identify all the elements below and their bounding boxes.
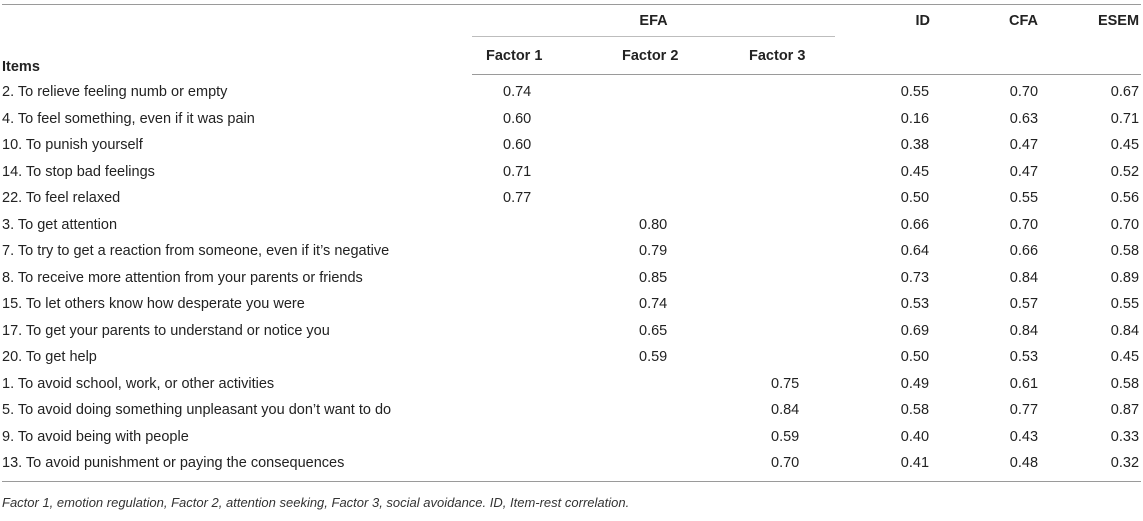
id-cell: 0.49: [900, 375, 930, 392]
factor1-cell: [472, 238, 602, 265]
cfa-cell: 0.84: [1009, 269, 1039, 286]
esem-cell: 0.45: [1110, 349, 1140, 366]
id-cell: 0.53: [900, 296, 930, 313]
item-cell: 14. To stop bad feelings: [2, 163, 155, 180]
factor1-cell: [472, 265, 602, 292]
factor3-cell: [737, 185, 835, 212]
esem-column-header: ESEM: [1046, 5, 1141, 37]
item-cell: 8. To receive more attention from your parents or friends: [2, 269, 363, 286]
factor3-cell: [737, 291, 835, 318]
factor3-cell: [737, 344, 835, 371]
table-row: [2, 265, 1141, 292]
cfa-cell: 0.57: [1009, 296, 1039, 313]
items-column-header: Items: [2, 5, 472, 75]
id-cell: 0.58: [900, 402, 930, 419]
factor1-cell: [472, 424, 602, 451]
factor2-cell: [602, 106, 737, 133]
factor1-column-header: Factor 1: [472, 37, 602, 75]
factor1-cell: 0.71: [503, 163, 532, 180]
factor3-cell: 0.75: [771, 375, 800, 392]
esem-header-spacer: [1046, 37, 1141, 75]
cfa-cell: 0.84: [1009, 322, 1039, 339]
table-row: [2, 344, 1141, 371]
cfa-cell: 0.77: [1009, 402, 1039, 419]
cfa-cell: 0.66: [1009, 243, 1039, 260]
table-row: [2, 185, 1141, 212]
table-row: [2, 159, 1141, 186]
table-row: [2, 106, 1141, 133]
table-row: [2, 371, 1141, 398]
factor-loadings-table-container: [0, 4, 1143, 482]
cfa-cell: 0.55: [1009, 190, 1039, 207]
factor2-cell: 0.85: [639, 269, 668, 286]
factor1-cell: [472, 318, 602, 345]
factor3-cell: [737, 106, 835, 133]
factor2-cell: [602, 371, 737, 398]
factor1-cell: 0.74: [503, 84, 532, 101]
cfa-cell: 0.43: [1009, 428, 1039, 445]
id-cell: 0.38: [900, 137, 930, 154]
id-cell: 0.66: [900, 216, 930, 233]
factor2-cell: [602, 450, 737, 481]
cfa-cell: 0.70: [1009, 84, 1039, 101]
esem-cell: 0.45: [1110, 137, 1140, 154]
id-cell: 0.69: [900, 322, 930, 339]
id-cell: 0.40: [900, 428, 930, 445]
item-cell: 7. To try to get a reaction from someone, even if it’s negative: [2, 243, 390, 260]
factor3-cell: [737, 238, 835, 265]
esem-cell: 0.71: [1110, 110, 1140, 127]
item-cell: 2. To relieve feeling numb or empty: [2, 84, 228, 100]
item-cell: 22. To feel relaxed: [2, 190, 121, 207]
item-cell: 13. To avoid punishment or paying the consequences: [2, 450, 472, 481]
id-cell: 0.50: [900, 190, 930, 207]
factor-loadings-table: [2, 4, 1141, 482]
table-row: [2, 238, 1141, 265]
factor1-cell: [472, 344, 602, 371]
factor2-cell: [602, 159, 737, 186]
esem-cell: 0.87: [1110, 402, 1140, 419]
esem-cell: 0.55: [1110, 296, 1140, 313]
factor3-cell: 0.84: [771, 402, 800, 419]
cfa-cell: 0.63: [1009, 110, 1039, 127]
factor1-cell: [472, 397, 602, 424]
cfa-column-header: CFA: [942, 5, 1046, 37]
factor1-cell: 0.60: [503, 110, 532, 127]
esem-cell: 0.52: [1110, 163, 1140, 180]
id-cell: 0.45: [900, 163, 930, 180]
id-column-header: ID: [835, 5, 942, 37]
table-header: [2, 5, 1141, 75]
factor1-cell: [472, 291, 602, 318]
factor2-cell: [602, 185, 737, 212]
factor2-cell: [602, 397, 737, 424]
factor2-cell: 0.59: [639, 349, 668, 366]
factor3-cell: 0.59: [771, 428, 800, 445]
esem-cell: 0.58: [1110, 375, 1140, 392]
cfa-cell: 0.48: [942, 450, 1046, 481]
efa-group-header: EFA: [472, 5, 835, 37]
id-cell: 0.64: [900, 243, 930, 260]
table-row: [2, 75, 1141, 106]
esem-cell: 0.70: [1110, 216, 1140, 233]
cfa-cell: 0.61: [1009, 375, 1039, 392]
item-cell: 17. To get your parents to understand or notice you: [2, 322, 330, 339]
item-cell: 5. To avoid doing something unpleasant you don’t want to do: [2, 402, 392, 419]
table-body: [2, 75, 1141, 482]
item-cell: 3. To get attention: [2, 216, 118, 233]
factor2-cell: [602, 132, 737, 159]
esem-cell: 0.67: [1110, 84, 1140, 101]
item-cell: 10. To punish yourself: [2, 137, 143, 154]
id-cell: 0.50: [900, 349, 930, 366]
factor1-cell: [472, 212, 602, 239]
table-row: [2, 132, 1141, 159]
factor3-cell: [737, 132, 835, 159]
factor2-cell: 0.80: [639, 216, 668, 233]
table-row: [2, 291, 1141, 318]
cfa-cell: 0.47: [1009, 163, 1039, 180]
factor2-column-header: Factor 2: [602, 37, 737, 75]
factor3-cell: [737, 159, 835, 186]
factor3-cell: 0.70: [737, 450, 835, 481]
header-row-top: [2, 5, 1141, 37]
cfa-cell: 0.53: [1009, 349, 1039, 366]
factor2-cell: [602, 75, 737, 106]
table-row: [2, 450, 1141, 481]
item-cell: 4. To feel something, even if it was pain: [2, 110, 255, 127]
table-row: [2, 212, 1141, 239]
item-cell: 15. To let others know how desperate you were: [2, 296, 305, 313]
factor2-cell: 0.65: [639, 322, 668, 339]
factor1-cell: 0.60: [503, 137, 532, 154]
factor3-cell: [737, 265, 835, 292]
esem-cell: 0.32: [1046, 450, 1141, 481]
table-footnote: Factor 1, emotion regulation, Factor 2, attention seeking, Factor 3, social avoidance. ID, Item-rest correlation.: [2, 495, 630, 510]
factor3-cell: [737, 212, 835, 239]
table-row: [2, 318, 1141, 345]
esem-cell: 0.89: [1110, 269, 1140, 286]
cfa-cell: 0.47: [1009, 137, 1039, 154]
cfa-header-spacer: [942, 37, 1046, 75]
id-cell: 0.41: [835, 450, 942, 481]
esem-cell: 0.58: [1110, 243, 1140, 260]
item-cell: 20. To get help: [2, 349, 97, 366]
item-cell: 1. To avoid school, work, or other activities: [2, 375, 275, 392]
factor3-cell: [737, 318, 835, 345]
factor3-column-header: Factor 3: [737, 37, 835, 75]
esem-cell: 0.56: [1110, 190, 1140, 207]
factor1-cell: [472, 371, 602, 398]
table-row: [2, 397, 1141, 424]
table-row: [2, 424, 1141, 451]
factor3-cell: [737, 75, 835, 106]
esem-cell: 0.33: [1110, 428, 1140, 445]
id-cell: 0.16: [900, 110, 930, 127]
cfa-cell: 0.70: [1009, 216, 1039, 233]
id-cell: 0.73: [900, 269, 930, 286]
factor2-cell: [602, 424, 737, 451]
factor2-cell: 0.79: [639, 243, 668, 260]
id-cell: 0.55: [900, 84, 930, 101]
factor1-cell: 0.77: [503, 190, 532, 207]
item-cell: 9. To avoid being with people: [2, 428, 189, 445]
id-header-spacer: [835, 37, 942, 75]
esem-cell: 0.84: [1110, 322, 1140, 339]
factor2-cell: 0.74: [639, 296, 668, 313]
factor1-cell: [472, 450, 602, 481]
